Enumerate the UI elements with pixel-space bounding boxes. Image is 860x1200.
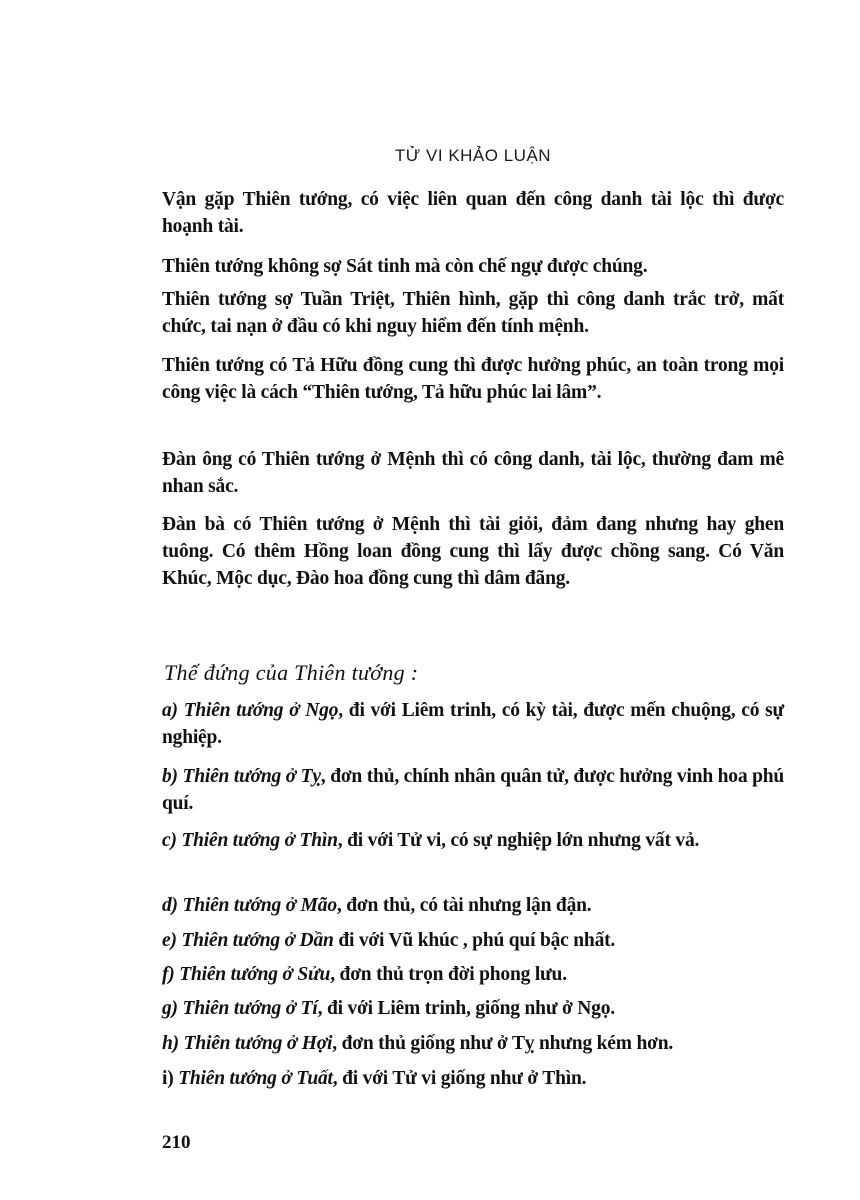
paragraph-2: Thiên tướng không sợ Sát tinh mà còn chế ngự được chúng. [162, 256, 648, 277]
item-text: đơn thủ trọn đời phong lưu. [339, 964, 567, 985]
item-lead: Thiên tướng ở Sửu [179, 964, 331, 985]
item-marker: d) [162, 895, 178, 916]
item-lead: Thiên tướng ở Mão [182, 895, 337, 916]
list-item-i [162, 1065, 784, 1092]
page-number: 210 [162, 1132, 191, 1153]
list-item-d [162, 892, 784, 919]
item-text: đi với Tử vi, có sự nghiệp lớn nhưng vất vả. [347, 830, 700, 851]
list-item-g [162, 995, 784, 1022]
item-text: đơn thủ, có tài nhưng lận đận. [346, 895, 592, 916]
list-item-f [162, 961, 784, 988]
item-text: đơn thủ, chính nhân quân tử, được hưởng vinh hoa phú quí. [162, 766, 785, 814]
item-sep: , [332, 1033, 342, 1054]
item-lead: Thiên tướng ở Dần [181, 930, 334, 951]
paragraph-5: Đàn ông có Thiên tướng ở Mệnh thì có công danh, tài lộc, thường đam mê nhan sắc. [162, 449, 784, 497]
item-marker: i) [162, 1068, 174, 1089]
item-text: đơn thủ giống như ở Tỵ nhưng kém hơn. [341, 1033, 674, 1054]
item-marker: g) [162, 998, 178, 1019]
paragraph-4: Thiên tướng có Tả Hữu đồng cung thì được hưởng phúc, an toàn trong mọi công việc là cách “Thiên tướng, Tả hữu phúc lai lâm”. [162, 355, 784, 403]
section-heading: Thế đứng của Thiên tướng : [164, 660, 419, 685]
item-sep: , [338, 700, 349, 721]
item-sep: , [317, 998, 327, 1019]
item-sep: , [330, 964, 340, 985]
item-lead: Thiên tướng ở Hợi [183, 1033, 333, 1054]
item-lead: Thiên tướng ở Tỵ [182, 766, 321, 787]
item-marker: h) [162, 1033, 179, 1054]
list-item-e [162, 927, 784, 954]
item-lead: Thiên tướng ở Tí [182, 998, 318, 1019]
item-text: đi với Tử vi giống như ở Thìn. [342, 1068, 587, 1089]
item-sep: , [332, 1068, 343, 1089]
item-text: đi với Liêm trinh, giống như ở Ngọ. [326, 998, 615, 1019]
item-text: đi với Liêm trinh, có kỳ tài, được mến chuộng, có sự nghiệp. [162, 700, 784, 748]
list-item-c [162, 827, 784, 854]
item-marker: e) [162, 930, 177, 951]
item-marker: f) [162, 964, 175, 985]
item-lead: Thiên tướng ở Tuất [178, 1068, 333, 1089]
list-item-h [162, 1030, 784, 1057]
paragraph-1: Vận gặp Thiên tướng, có việc liên quan đến công danh tài lộc thì được hoạnh tài. [162, 189, 784, 237]
paragraph-6: Đàn bà có Thiên tướng ở Mệnh thì tài giỏi, đảm đang nhưng hay ghen tuông. Có thêm Hồng loan đồng cung thì lấy được chồng sang. Có Văn Khúc, Mộc dục, Đào hoa đồng cung thì dâm đãng. [162, 514, 784, 589]
paragraph-3: Thiên tướng sợ Tuần Triệt, Thiên hình, gặp thì công danh trắc trở, mất chức, tai nạn ở đầu có khi nguy hiểm đến tính mệnh. [162, 289, 784, 337]
item-marker: b) [162, 766, 178, 787]
item-marker: a) [162, 700, 178, 721]
item-lead: Thiên tướng ở Thìn [181, 830, 338, 851]
item-sep: , [337, 830, 348, 851]
list-item-b [162, 763, 784, 817]
item-text: đi với Vũ khúc , phú quí bậc nhất. [338, 930, 616, 951]
list-item-a [162, 697, 784, 751]
book-page [162, 0, 784, 1200]
item-sep: , [336, 895, 347, 916]
item-sep: , [320, 766, 331, 787]
running-header: TỬ VI KHẢO LUẬN [394, 146, 552, 165]
item-lead: Thiên tướng ở Ngọ [183, 700, 339, 721]
item-marker: c) [162, 830, 177, 851]
